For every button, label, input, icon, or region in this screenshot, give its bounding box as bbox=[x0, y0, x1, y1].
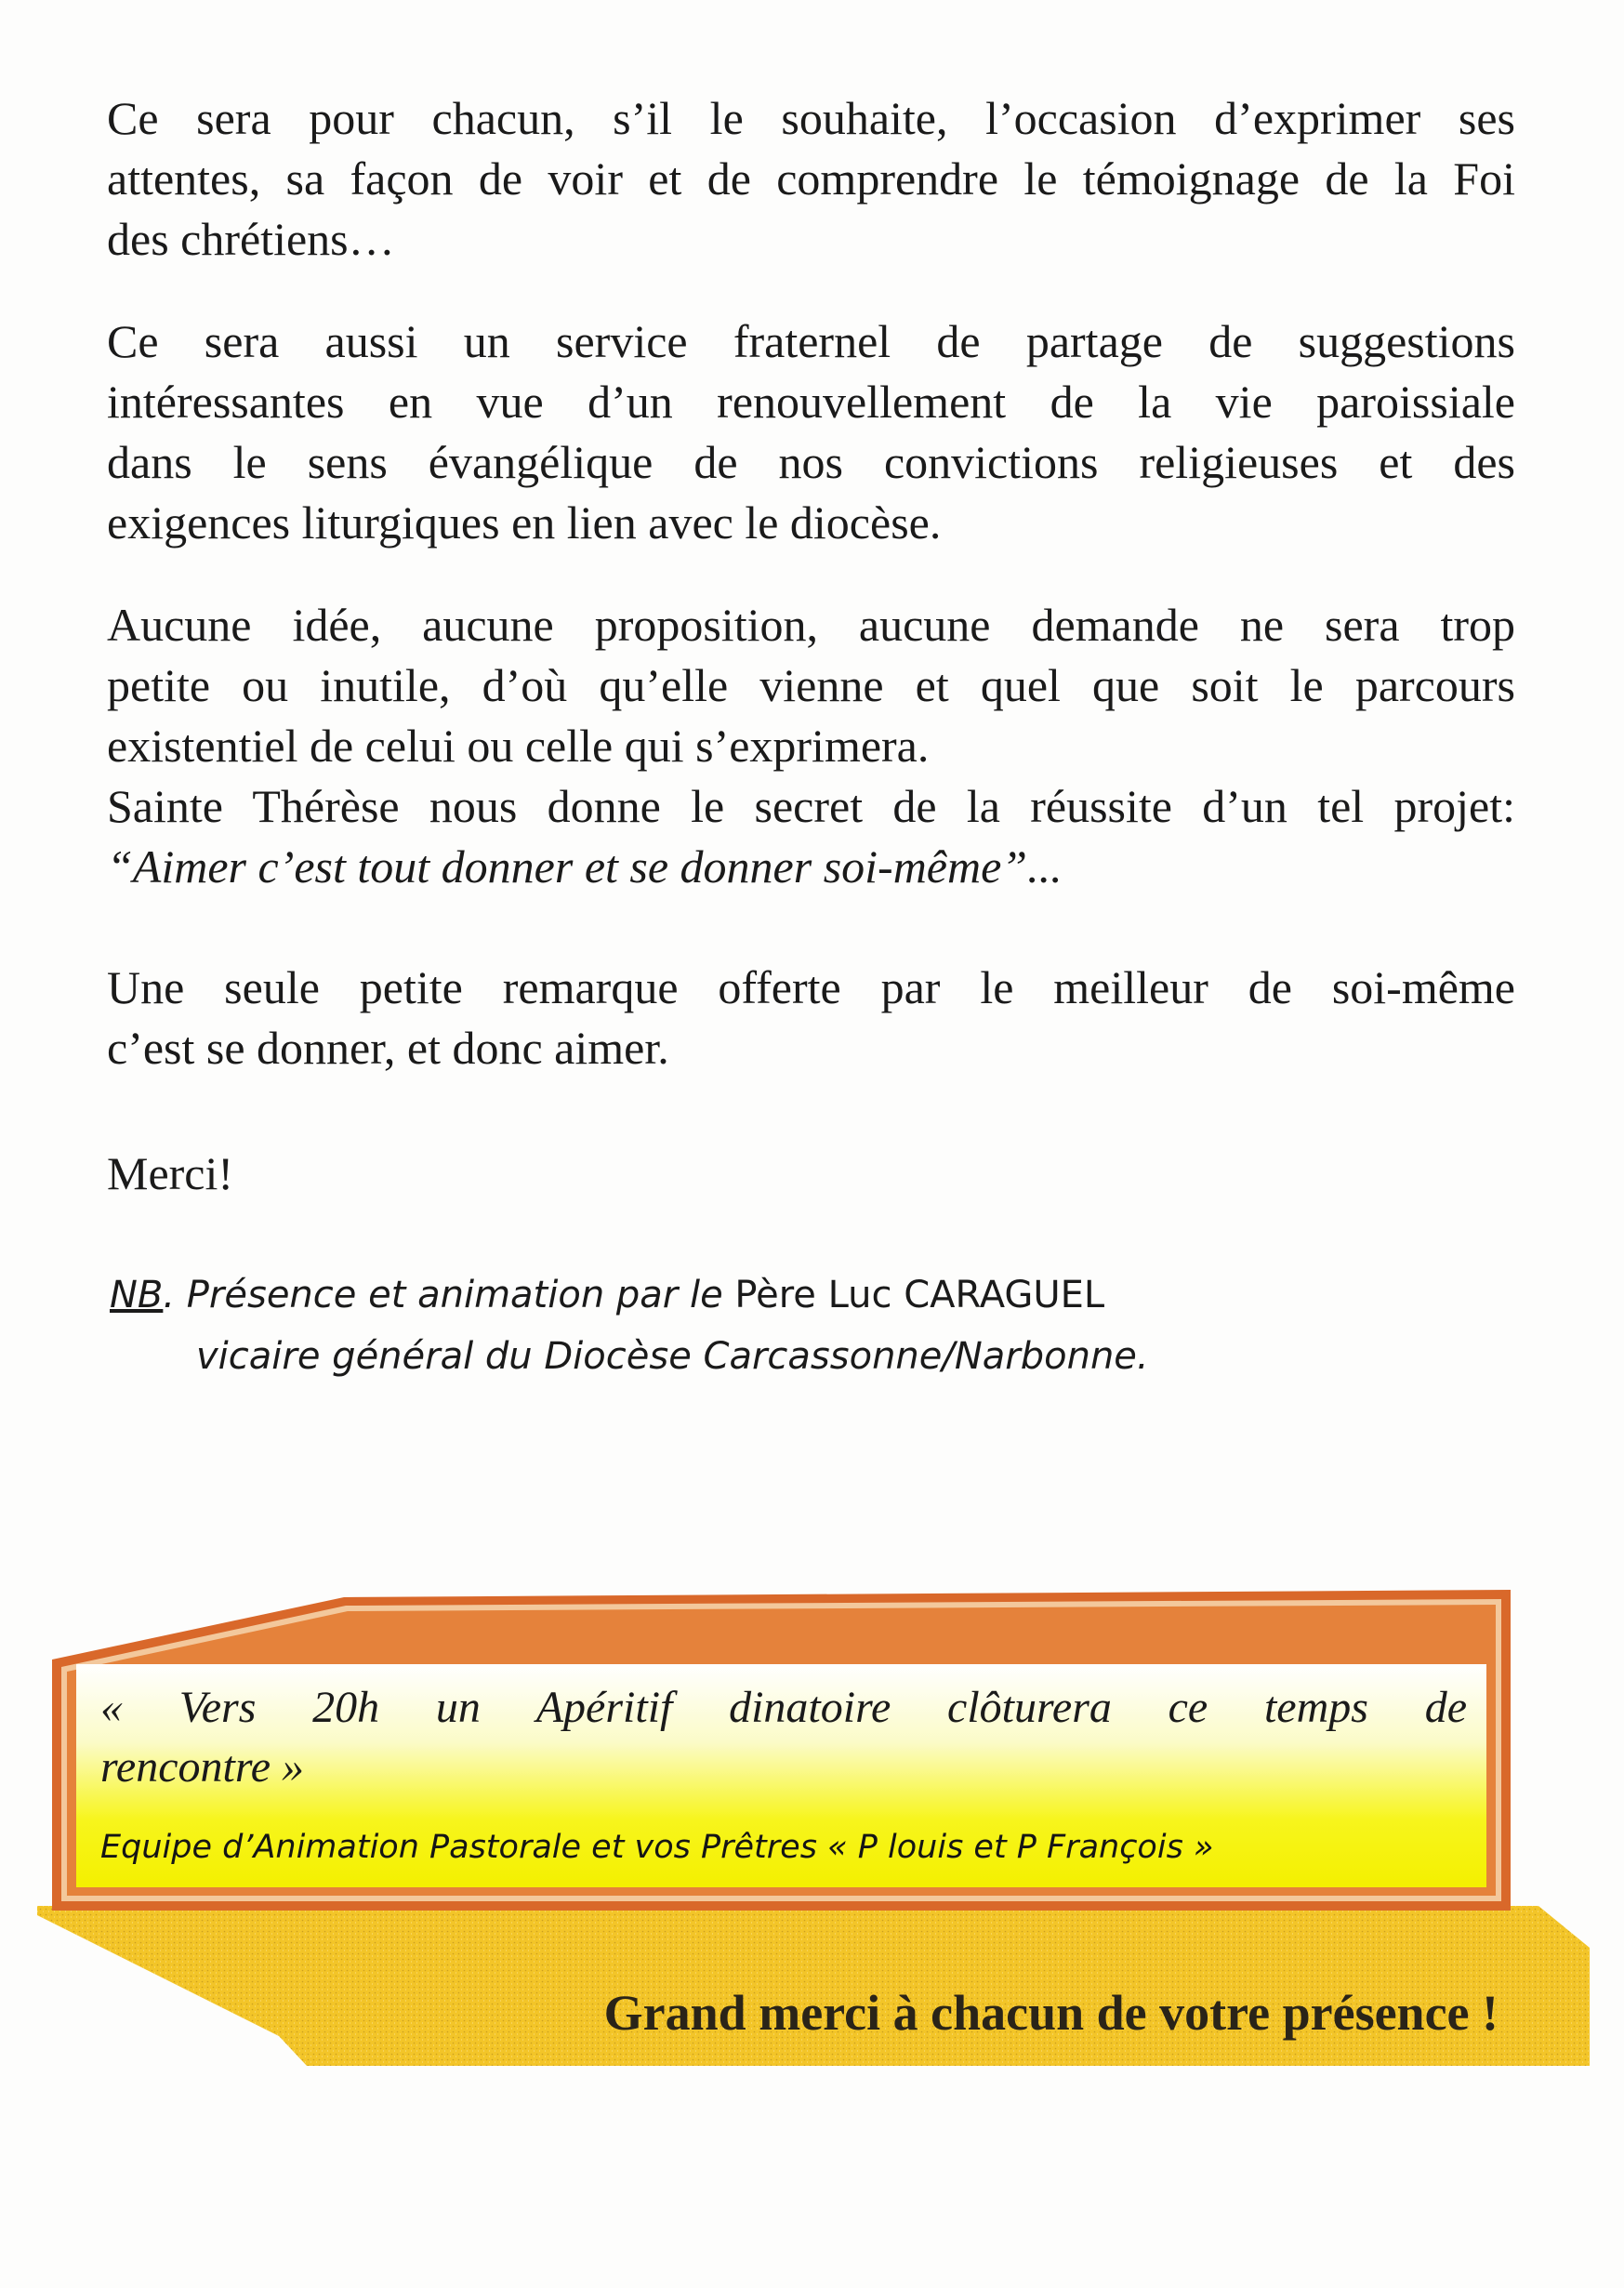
thanks-message: Grand merci à chacun de votre présence ! bbox=[603, 1985, 1499, 2041]
paragraph-1-line: Ce sera pour chacun, s’il le souhaite, l’occasion d’exprimer ses bbox=[107, 92, 1515, 144]
paragraph-3-line: Sainte Thérèse nous donne le secret de la réussite d’un tel projet: bbox=[107, 780, 1515, 832]
paragraph-4-line: c’est se donner, et donc aimer. bbox=[107, 1022, 669, 1074]
paragraph-2-line: dans le sens évangélique de nos convictions religieuses et des bbox=[107, 436, 1515, 488]
nb-intro: . Présence et animation par le bbox=[163, 1274, 735, 1316]
nb-presenter-name: Père Luc CARAGUEL bbox=[734, 1274, 1105, 1316]
paragraph-2-line: Ce sera aussi un service fraternel de partage de suggestions bbox=[107, 315, 1515, 367]
paragraph-2-line: exigences liturgiques en lien avec le diocèse. bbox=[107, 496, 942, 549]
therese-quote: “Aimer c’est tout donner et se donner soi-même”... bbox=[107, 840, 1063, 893]
paragraph-4-line: Une seule petite remarque offerte par le meilleur de soi-même bbox=[107, 961, 1515, 1013]
pastoral-team-signature: Equipe d’Animation Pastorale et vos Prêtres « P louis et P François » bbox=[100, 1829, 1214, 1866]
paragraph-2-line: intéressantes en vue d’un renouvellement de la vie paroissiale bbox=[107, 376, 1515, 428]
paragraph-3-line: existentiel de celui ou celle qui s’exprimera. bbox=[107, 720, 930, 772]
aperitif-announcement bbox=[100, 1678, 1467, 1797]
paragraph-3-line: Aucune idée, aucune proposition, aucune demande ne sera trop bbox=[107, 599, 1515, 651]
paragraph-3-line: petite ou inutile, d’où qu’elle vienne et quel que soit le parcours bbox=[107, 659, 1515, 711]
nb-presenter-role: vicaire général du Diocèse Carcassonne/Narbonne. bbox=[196, 1335, 1149, 1378]
nb-tag: NB bbox=[110, 1274, 164, 1316]
merci-text: Merci! bbox=[107, 1147, 234, 1199]
paragraph-1-line: attentes, sa façon de voir et de comprendre le témoignage de la Foi bbox=[107, 152, 1515, 205]
aperitif-line-2: rencontre » bbox=[100, 1742, 305, 1792]
paragraph-1-line: des chrétiens… bbox=[107, 213, 395, 265]
aperitif-line-1: « Vers 20h un Apéritif dinatoire clôturera ce temps de bbox=[100, 1683, 1467, 1732]
